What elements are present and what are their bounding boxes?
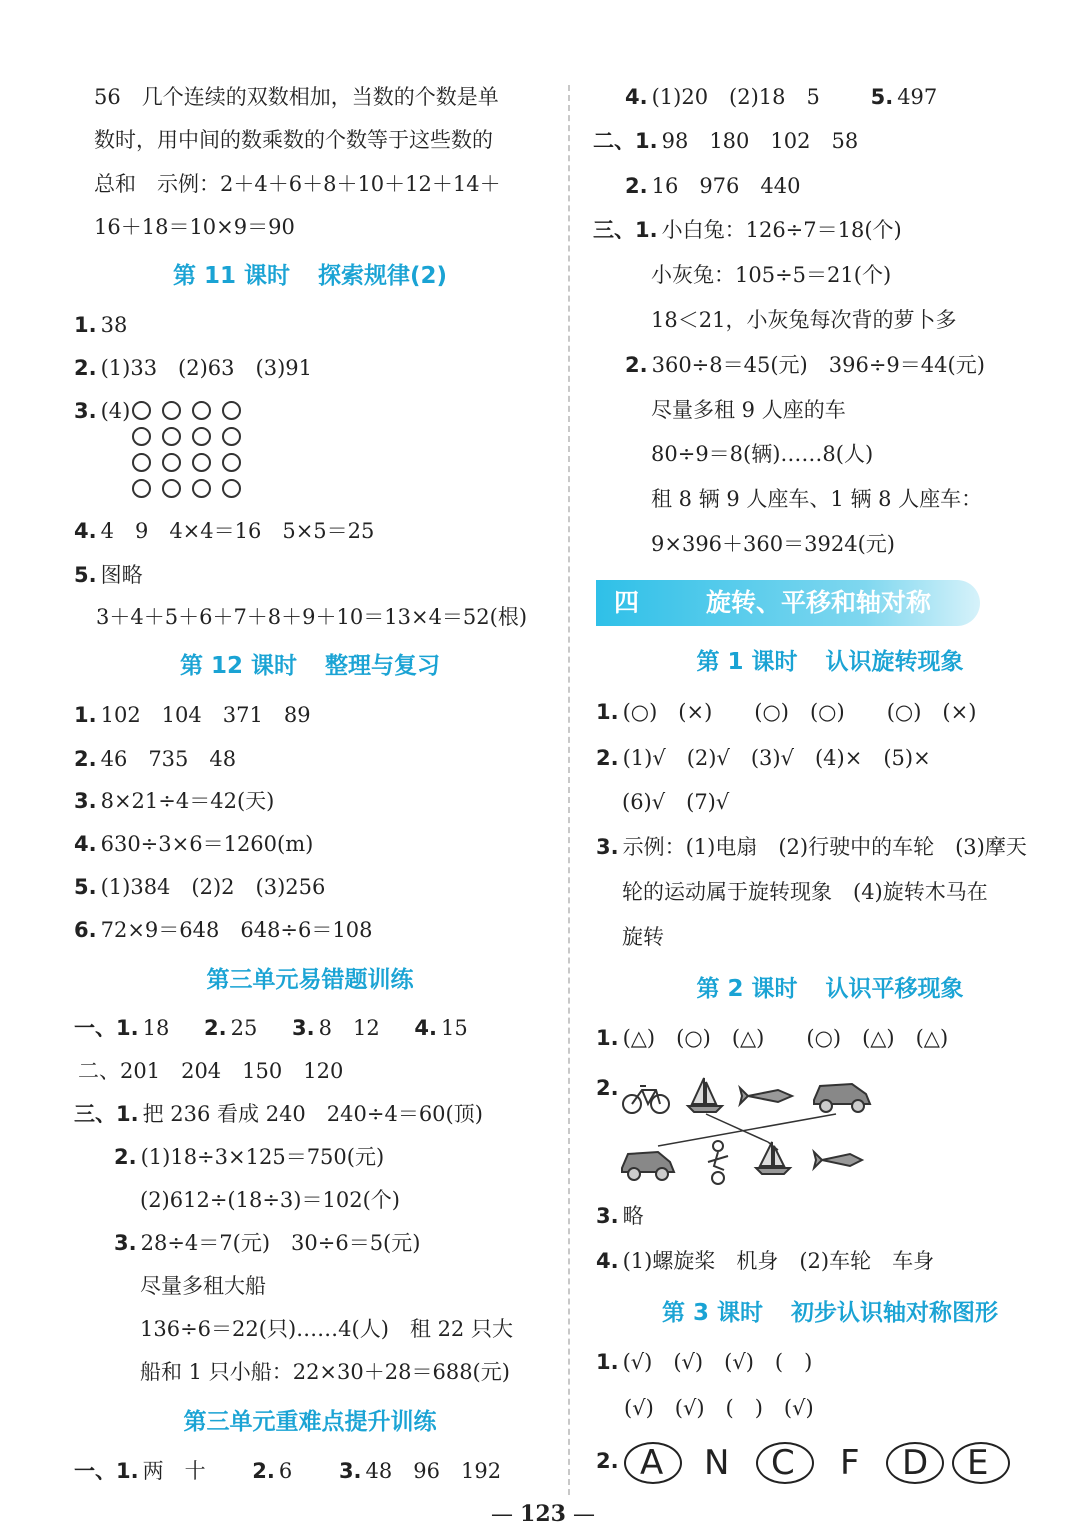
sailboat-icon — [756, 1142, 790, 1174]
section-heading-lesson-1: 第 1 课时 认识旋转现象 — [696, 649, 964, 675]
answer-line: 2. 360÷8＝45(元) 396÷9＝44(元) — [625, 353, 985, 377]
answer-line: 小灰兔：105÷5＝21(个) — [651, 263, 892, 287]
answer-line: 3. 8×21÷4＝42(天) — [74, 789, 275, 813]
answer-line: 2. — [596, 1449, 619, 1473]
answer-line: 1. 38 — [74, 313, 128, 337]
car-icon — [814, 1084, 870, 1112]
fish-icon — [814, 1152, 862, 1168]
answer-line: 3. 28÷4＝7(元) 30÷6＝5(元) — [114, 1231, 421, 1255]
text-line: 56 几个连续的双数相加，当数的个数是单 — [94, 85, 499, 109]
answer-line: 1. (○) (×) (○) (○) (○) (×) — [596, 700, 977, 724]
circle-shape — [162, 401, 181, 420]
matching-diagram — [618, 1070, 878, 1190]
answer-line: 1. (√) (√) (√) ( ) — [596, 1350, 813, 1374]
circle-shape — [132, 427, 151, 446]
fish-icon — [740, 1088, 792, 1104]
answer-line: 80÷9＝8(辆)……8(人) — [651, 442, 874, 466]
section-heading-lesson-3: 第 3 课时 初步认识轴对称图形 — [661, 1300, 999, 1326]
section-heading-lesson-11: 第 11 课时 探索规律(2) — [172, 263, 448, 289]
circle-shape — [132, 453, 151, 472]
section-heading-lesson-2: 第 2 课时 认识平移现象 — [696, 976, 964, 1002]
letter-a: A — [640, 1443, 664, 1483]
answer-line: 二、1. 98 180 102 58 — [593, 129, 859, 153]
answer-line: 尽量多租 9 人座的车 — [651, 398, 846, 422]
answer-line: 4. (1)螺旋桨 机身 (2)车轮 车身 — [596, 1249, 935, 1273]
letter-n: N — [704, 1443, 730, 1483]
circle-shape — [162, 479, 181, 498]
answer-line: 136÷6＝22(只)……4(人) 租 22 只大 — [140, 1317, 513, 1341]
answer-line: 4. 4 9 4×4＝16 5×5＝25 — [74, 519, 375, 543]
cyclist-icon — [708, 1141, 728, 1184]
circle-shape — [162, 427, 181, 446]
circle-shape — [192, 453, 211, 472]
answer-line: 三、1. 小白兔：126÷7＝18(个) — [593, 218, 902, 242]
circle-shape — [192, 427, 211, 446]
section-heading-unit3-key: 第三单元重难点提升训练 — [183, 1409, 437, 1435]
answer-line: 3. (4) — [74, 399, 131, 423]
answer-line: (6)√ (7)√ — [622, 790, 730, 814]
answer-line: 二、201 204 150 120 — [78, 1059, 344, 1083]
answer-line: 三、1. 把 236 看成 240 240÷4＝60(顶) — [74, 1102, 483, 1126]
letter-c: C — [771, 1443, 795, 1483]
answer-line: 租 8 辆 9 人座车、1 辆 8 人座车： — [651, 487, 983, 511]
car-icon — [622, 1152, 674, 1180]
answer-line: 2. (1)√ (2)√ (3)√ (4)× (5)× — [596, 746, 931, 770]
circle-shape — [162, 453, 181, 472]
answer-line: 5. 图略 — [74, 563, 143, 587]
answer-line: (2)612÷(18÷3)＝102(个) — [140, 1188, 400, 1212]
answer-line: 1. 102 104 371 89 — [74, 703, 311, 727]
section-heading-unit3-errors: 第三单元易错题训练 — [206, 967, 414, 993]
answer-line: 轮的运动属于旋转现象 (4)旋转木马在 — [622, 880, 988, 904]
circle-shape — [192, 479, 211, 498]
answer-line: 一、1. 两 十 2. 6 3. 48 96 192 — [74, 1459, 502, 1483]
answer-line: 2. 46 735 48 — [74, 747, 237, 771]
answer-line: 9×396＋360＝3924(元) — [651, 532, 895, 556]
answer-line: 旋转 — [622, 925, 664, 949]
chapter-number: 四 — [614, 588, 640, 617]
answer-line: 6. 72×9＝648 648÷6＝108 — [74, 918, 373, 942]
answer-line: 1. (△) (○) (△) (○) (△) (△) — [596, 1026, 949, 1050]
letter-d: D — [902, 1443, 929, 1483]
circle-shape — [132, 479, 151, 498]
answer-line: 尽量多租大船 — [140, 1274, 266, 1298]
answer-line: 2. — [596, 1076, 619, 1100]
column-divider — [568, 85, 570, 1495]
section-heading-lesson-12: 第 12 课时 整理与复习 — [179, 653, 441, 679]
answer-line: 5. (1)384 (2)2 (3)256 — [74, 875, 326, 899]
page-number: — 123 — — [491, 1501, 595, 1527]
answer-line: 3. 示例：(1)电扇 (2)行驶中的车轮 (3)摩天 — [596, 835, 1027, 859]
answer-line: 2. (1)18÷3×125＝750(元) — [114, 1145, 385, 1169]
answer-line: 2. 16 976 440 — [625, 174, 801, 198]
chapter-title: 旋转、平移和轴对称 — [706, 588, 932, 617]
answer-line: 一、1. 18 2. 25 3. 8 12 4. 15 — [74, 1016, 468, 1040]
answer-line: 船和 1 只小船：22×30＋28＝688(元) — [140, 1360, 510, 1384]
circle-shape — [222, 453, 241, 472]
letter-e: E — [967, 1443, 989, 1483]
answer-line: (√) (√) ( ) (√) — [624, 1396, 814, 1420]
answer-line: 3＋4＋5＋6＋7＋8＋9＋10＝13×4＝52(根) — [96, 605, 528, 629]
letter-f: F — [840, 1443, 860, 1483]
answer-line: 3. 略 — [596, 1204, 644, 1228]
circle-shape — [222, 427, 241, 446]
sailboat-icon — [688, 1078, 722, 1112]
text-line: 数时，用中间的数乘数的个数等于这些数的 — [94, 128, 493, 152]
circle-shape — [192, 401, 211, 420]
circle-shape — [222, 479, 241, 498]
text-line: 16＋18＝10×9＝90 — [94, 215, 295, 239]
chapter-banner — [596, 580, 980, 626]
answer-line: 2. (1)33 (2)63 (3)91 — [74, 356, 312, 380]
answer-line: 18＜21，小灰兔每次背的萝卜多 — [651, 308, 957, 332]
bicycle-icon — [623, 1086, 669, 1113]
circle-shape — [132, 401, 151, 420]
answer-line: 4. 630÷3×6＝1260(m) — [74, 832, 314, 856]
answer-line: 4. (1)20 (2)18 5 5. 497 — [625, 85, 938, 109]
circle-shape — [222, 401, 241, 420]
text-line: 总和 示例：2＋4＋6＋8＋10＋12＋14＋ — [94, 172, 501, 196]
